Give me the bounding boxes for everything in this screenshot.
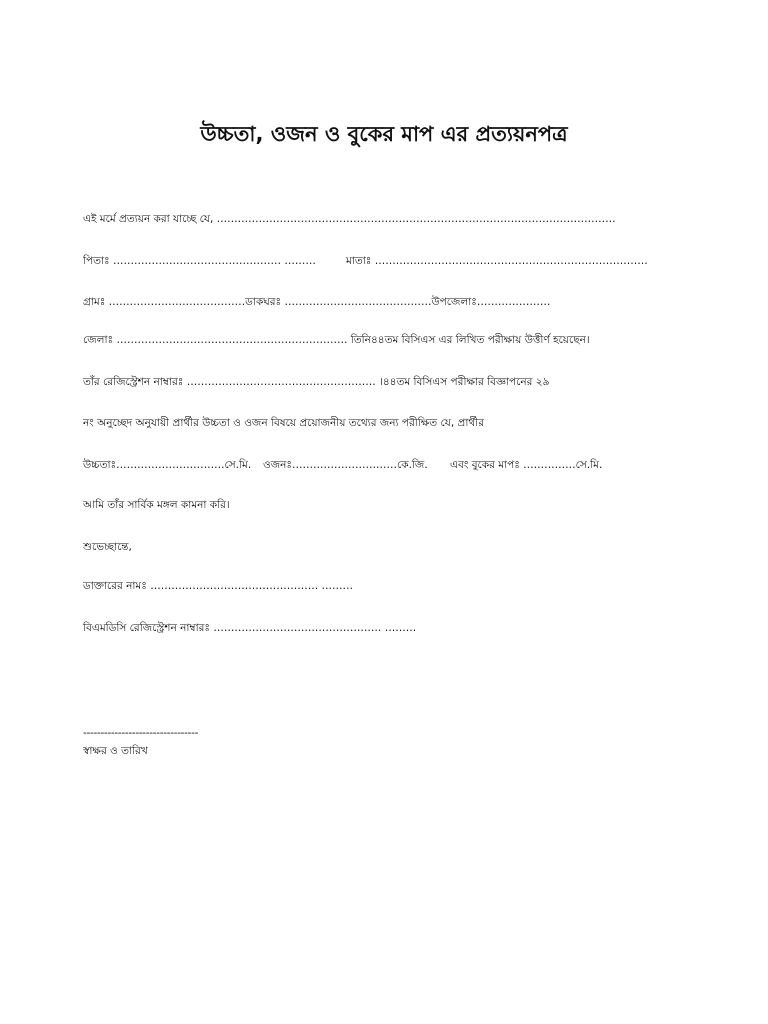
signature-label: স্বাক্ষর ও তারিখ	[83, 745, 148, 757]
bmdc-registration-line: বিএমডিসি রেজিস্ট্রেশন নাম্বারঃ ………………………………………… ………	[83, 622, 417, 634]
signature-line: ---------------------------------	[83, 727, 199, 739]
document-title: উচ্চতা, ওজন ও বুকের মাপ এর প্রত্যয়নপত্র	[200, 122, 568, 146]
address-line: গ্রামঃ …………………………………ডাকঘরঃ ……………………………………উপজেলাঃ…………………	[83, 296, 551, 308]
weight-measure: ওজনঃ…………………………কে.জি.	[263, 459, 428, 471]
height-measure: উচ্চতাঃ………………………….সে.মি.	[83, 459, 252, 471]
certification-line: এই মর্মে প্রত্যয়ন করা যাচ্ছে যে, ……………………………………………………………………………………………………	[83, 213, 616, 225]
paragraph-line: নং অনুচ্ছেদ অনুযায়ী প্রার্থীর উচ্চতা ও ওজন বিষয়ে প্রয়োজনীয় তথ্যের জন্য পরীক্ষিত যে, প্রার্থীর	[83, 417, 484, 429]
father-name-line: পিতাঃ ………………………………………… ………	[83, 255, 316, 267]
chest-measure: এবং বুকের মাপঃ ……………সে.মি.	[450, 459, 603, 471]
registration-line: তাঁর রেজিস্ট্রেশন নাম্বারঃ ……………………………………………… ।৪৪তম বিসিএস পরীক্ষার বিজ্ঞাপনের ২৯	[83, 376, 550, 388]
wish-line: আমি তাঁর সার্বিক মঙ্গল কামনা করি।	[83, 499, 230, 511]
doctor-name-line: ডাক্তারের নামঃ ………………………………………… ………	[83, 580, 354, 592]
greeting-line: শুভেচ্ছান্তে,	[83, 541, 132, 553]
mother-name-line: মাতাঃ ……………………………………………………………………	[346, 255, 648, 267]
district-line: জেলাঃ ………………………………………………………… তিনি৪৪তম বিসিএস এর লিখিত পরীক্ষায় উত্তীর্ণ হয়েছেন।	[83, 334, 590, 346]
